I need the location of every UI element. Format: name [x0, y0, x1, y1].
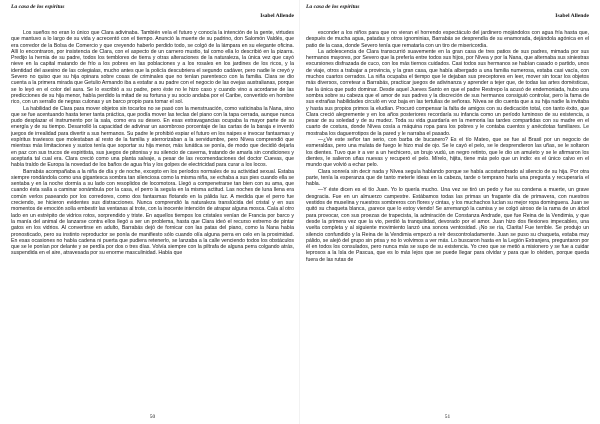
running-header [306, 4, 589, 19]
paragraph: Los sueños no eran lo único que Clara adivinaba. También veía el futuro y conocía la intención de la gente, virtudes que mantuvo a lo largo de su vida y acrecentó con el tiempo. Anunció la muerte de su padrino, don Salomón Valdés, que era corredor de la Bolsa de Comercio y que creyendo haberlo perdido todo, se colgó de la lámpara en su elegante oficina. Allí lo encontraron, por insistencia de Clara, con el aspecto de un carnero mustio, tal como ella lo describió en la pizarra. Predijo la hernia de su padre, todos los temblores de tierra y otras alteraciones de la naturaleza, la única vez que cayó nieve en la capital matando de frío a los pobres en las poblaciones y a los rosales en los jardines de los ricos, y la identidad del asesino de las colegialas, mucho antes que la policía descubriera el segundo cadáver, pero nadie le creyó y Severo no quiso que su hija opinara sobre cosas de criminales que no tenían parentesco con la familia. Clara se dio cuenta a la primera mirada que Getulio Armando iba a estafar a su padre con el negocio de las ovejas australianas, porque se lo leyó en el color del aura. Se lo escribió a su padre, pero éste no le hizo caso y cuando vino a acordarse de las predicciones de su hija menor, había perdido la mitad de su fortuna y su socio andaba por el Caribe, convertido en hombre rico, con un serrallo de negras culonas y un barco propio para tomar el sol. [11, 30, 294, 106]
running-header-title: La casa de los espíritus [11, 4, 65, 10]
paragraph: La adolescencia de Clara transcurrió suavemente en la gran casa de tres patios de sus padres, mimada por sus hermanos mayores, por Severo que la prefería entre todos sus hijos, por Nívea y por la Nana, que alternaba sus siniestras excursiones disfrazada de cuco, con los más tiernos cuidados. Casi todos sus hermanos se habían casado o partido, unos de viaje, otros a trabajar a provincia, y la gran casa, que había albergado a una familia numerosa, estaba casi vacía, con muchos cuartos cerrados. La niña ocupaba el tiempo que le dejaban sus preceptores en leer, mover sin tocar los objetos más diversos, corretear a Barrabás, practicar juegos de adivinanza y aprender a tejer que, de todas las artes domésticas, fue la única que pudo dominar. Desde aquel Jueves Santo en que el padre Restrepo la acusó de endemoniada, hubo una sombra sobre su cabeza que el amor de sus padres y la discreción de sus hermanos consiguió controlar, pero la fama de sus extrañas habilidades circuló en voz baja en las tertulias de señoras. Nívea se dio cuenta que a su hija nadie la invitaba y hasta sus propios primos la eludían. Procuró compensar la falta de amigos con su dedicación total, con tanto éxito, que Clara creció alegremente y en los años posteriores recordaría su infancia como un período luminoso de su existencia, a pesar de su soledad y de su mudez. Toda su vida guardaría en la memoria las tardes compartidas con su madre en el cuarto de costura, donde Nívea cosía a máquina ropa para los pobres y le contaba cuentos y anécdotas familiares. Le mostraba los daguerrotipos de la pared y le narraba el pasado. [306, 48, 589, 137]
paragraph: —¿Ve este señor tan serio, con barba de bucanero? Es el tío Mateo, que se fue al Brasil por un negocio de esmeraldas, pero una mulata de fuego le hizo mal de ojo. Se le cayó el pelo, se le desprendieron las uñas, se le soltaron los dientes. Tuvo que ir a ver a un hechicero, un brujo vudú, un negro retinto, que le dio un amuleto y se le afirmaron los dientes, le salieron uñas nuevas y recuperó el pelo. Mírelo, hijita, tiene más pelo que un indio: es el único calvo en el mundo que volvió a echar pelo. [306, 137, 589, 169]
running-header [11, 4, 294, 19]
paragraph: La habilidad de Clara para mover objetos sin tocarlos no se pasó con la menstruación, como vaticinaba la Nana, sino que se fue acentuando hasta tener tanta práctica, que podía mover las teclas del piano con la tapa cerrada, aunque nunca pudo desplazar el instrumento por la sala, como era su deseo. En esas extravagancias ocupaba la mayor parte de su energía y de su tiempo. Desarrolló la capacidad de adivinar un asombroso porcentaje de las cartas de la baraja e inventó juegos de irrealidad para divertir a sus hermanos. Su padre le prohibió espiar el futuro en los naipes e invocar fantasmas y espíritus traviesos que molestaban al resto de la familia y aterrorizaban a la servidumbre, pero Nívea comprendió que mientras más limitaciones y sustos tenía que soportar su hija menor, más lunática se ponía, de modo que decidió dejarla en paz con sus trucos de espiritista, sus juegos de pitonisa y su silencio de caverna, tratando de amarla sin condiciones y aceptarla tal cual era. Clara creció como una planta salvaje, a pesar de las recomendaciones del doctor Cuevas, que había traído de Europa la novedad de los baños de agua fría y los golpes de electricidad para curar a los locos. [11, 105, 294, 169]
running-header-author: Isabel Allende [260, 13, 294, 19]
running-header-title: La casa de los espíritus [306, 4, 360, 10]
gutter-divider [299, 0, 300, 424]
right-page [302, 0, 593, 424]
paragraph: Barrabás acompañaba a la niña de día y de noche, excepto en los períodos normales de su actividad sexual. Estaba siempre rondándola como una gigantesca sombra tan silenciosa como la misma niña, se echaba a sus pies cuando ella se sentaba y en la noche dormía a su lado con resoplidos de locomotora. Llegó a compenetrarse tan bien con su ama, que cuando ésta salía a caminar sonámbula por la casa, el perro la seguía en la misma actitud. Las noches de luna llena era común verlos paseando por los corredores, como dos fantasmas flotando en la pálida luz. A medida que el perro fue creciendo, se hicieron evidentes sus distracciones. Nunca comprendió la naturaleza translúcida del cristal y en sus momentos de emoción solía embestir las ventanas al trote, con la inocente intención de atrapar alguna mosca. Caía al otro lado en un estrépito de vidrios rotos, sorprendido y triste. En aquellos tiempos los cristales venían de Francia por barco y la manía del animal de lanzarse contra ellos llegó a ser un problema, hasta que Clara ideó el recurso extremo de pintar gatos en los vidrios. Al convertirse en adulto, Barrabás dejó de fornicar con las patas del piano, como la Nana había pronosticado, pero su instinto reproductor se ponía de manifiesto sólo cuando olía alguna perra en celo en la proximidad. En esas ocasiones no había cadena ni puerta que pudiera retenerlo, se lanzaba a la calle venciendo todos los obstáculos que se le ponían por delante y se perdía por dos o tres días. Volvía siempre con la piltrafa de alguna perra colgando atrás, suspendida en el aire, atravesada por su enorme masculinidad. Había que [11, 168, 294, 257]
running-header-author: Isabel Allende [555, 13, 589, 19]
paragraph: Clara sonreía sin decir nada y Nívea seguía hablando porque se había acostumbrado al silencio de su hija. Por otra parte, tenía la esperanza que de tanto meterle ideas en la cabeza, tarde o temprano haría una pregunta y recuperaría el habla. [306, 168, 589, 188]
left-page [7, 0, 298, 424]
paragraph: —Y éste dicen es el tío Juan. Yo lo quería mucho. Una vez se tiró un pedo y fue su condena a muerte, un grave desgracia. Fue en un almuerzo campestre. Estábamos todas las primas un fragante día de primavera, con nuestros vestidos de muselina y nuestros sombreros con flores y cintas, y los muchachos lucían su mejor ropa dominguera. Juan se quitó su chaqueta blanca, ¡parece que lo estoy viendo! Se arremangó la camisa y se colgó airoso de la rama de un árbol para provocar, con sus proezas de trapecista, la admiración de Constanza Andrade, que fue Reina de la Vendimia, y que desde la primera vez que la vio, perdió la tranquilidad, devorado por el amor. Juan hizo dos flexiones impecables, una vuelta completa y al siguiente movimiento lanzó una sonora ventosidad. ¡No se ría, Clarita! Fue terrible. Se produjo un silencio confundido y la Reina de la Vendimia empezó a reír descontroladamente. Juan se puso su chaqueta, estaba muy pálido, se alejó del grupo sin prisa y no lo volvimos a ver más. Lo buscaron hasta en la Legión Extranjera, preguntaron por él en todos los consulados, pero nunca más se supo de su existencia. Yo creo que se metió a misionero y se fue a cuidar leprosos a la Isla de Pascua, que es lo más lejos que se puede llegar para olvidar y para que lo olviden, porque queda fuera de las rutas de [306, 187, 589, 263]
paragraph: esconder a los niños para que no vieran el horrendo espectáculo del jardinero mojándolos con agua fría hasta que, después de mucha agua, patadas y otros ignominias, Barrabás se desprendía de su enamorada, dejándola agónica en el patio de la casa, donde Severo tenía que rematarla con un tiro de misericordia. [306, 30, 589, 49]
page-body [11, 30, 294, 405]
page-body [306, 30, 589, 405]
page-number: 50 [149, 414, 156, 420]
page-number: 51 [444, 414, 451, 420]
